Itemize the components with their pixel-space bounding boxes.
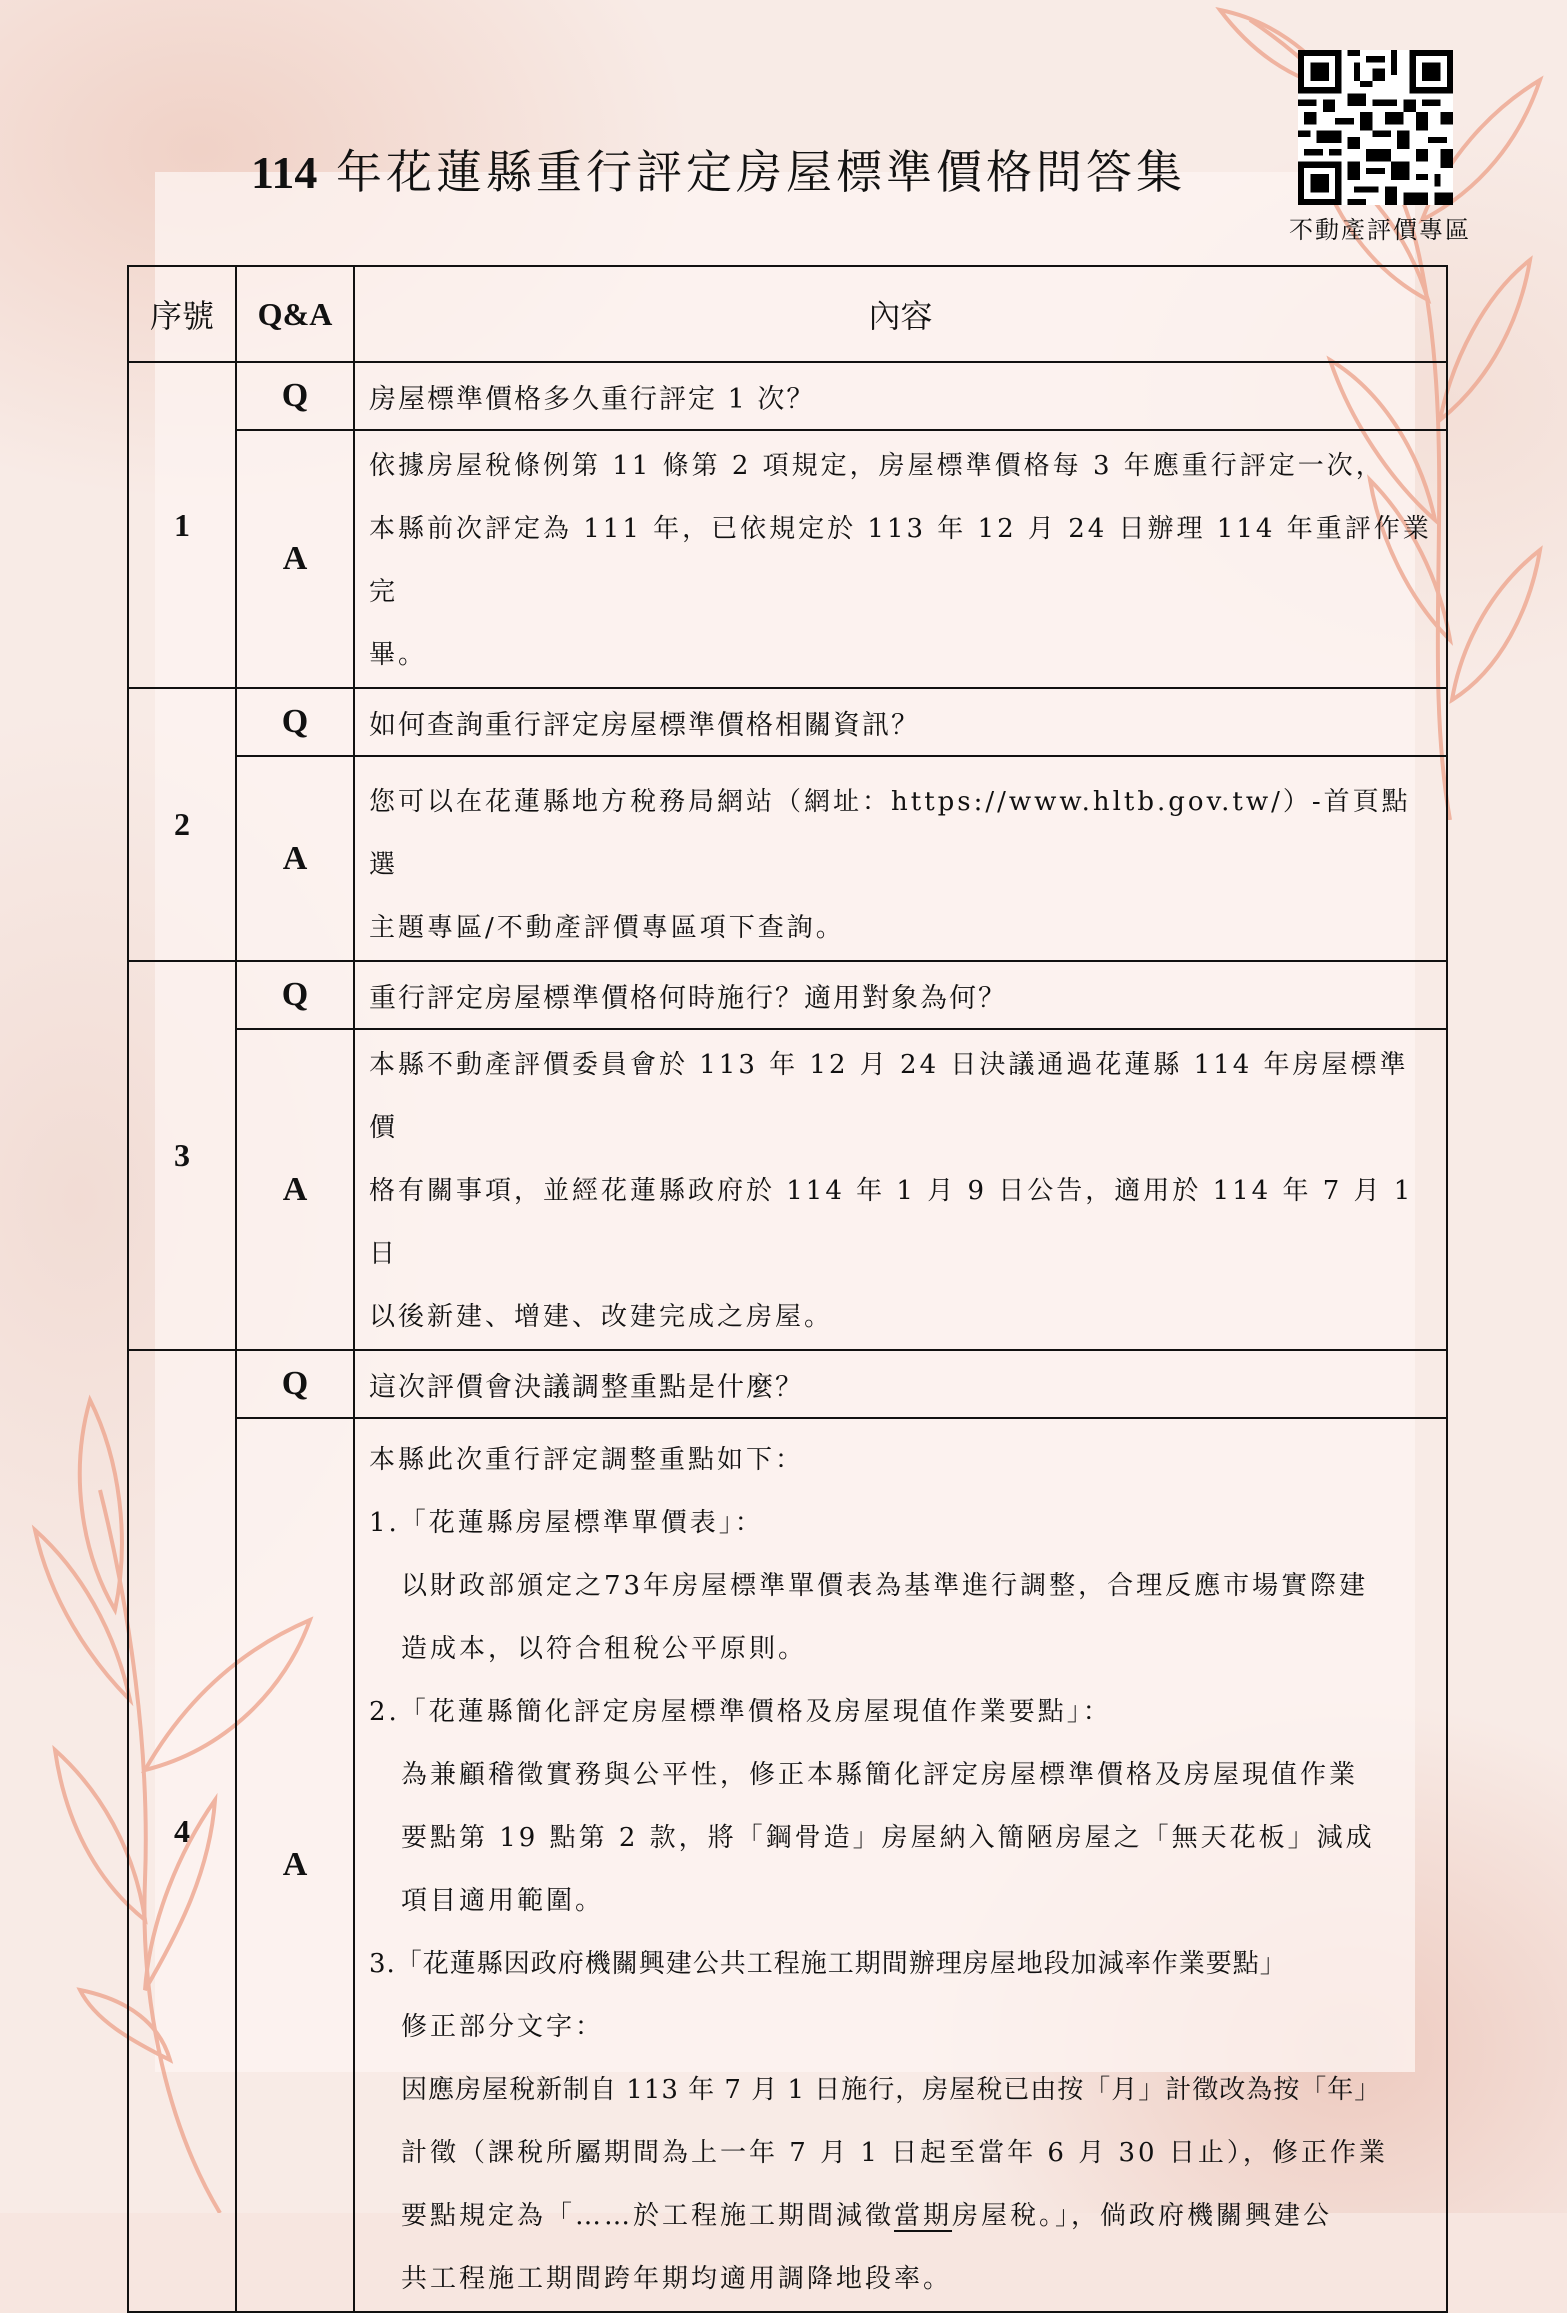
a-label: A [236, 756, 354, 961]
table-header-row [128, 266, 1447, 362]
a-label: A [236, 1029, 354, 1350]
underlined-text: 當期 [894, 2201, 953, 2231]
qr-code-label: 不動產評價專區 [1289, 216, 1471, 244]
q-label: Q [236, 961, 354, 1029]
answer-text [354, 1029, 1447, 1350]
point-heading: 3.「花蓮縣因政府機關興建公共工程施工期間辦理房屋地段加減率作業要點」 [369, 1949, 1287, 1979]
point-heading: 1.「花蓮縣房屋標準單價表」： [369, 1508, 764, 1538]
answer-line: 格有關事項，並經花蓮縣政府於 114 年 1 月 9 日公告，適用於 114 年 7 月 1 日 [369, 1176, 1414, 1269]
question-text: 重行評定房屋標準價格何時施行？適用對象為何？ [354, 961, 1447, 1029]
answer-line: 以後新建、增建、改建完成之房屋。 [369, 1302, 834, 1332]
answer-line: 依據房屋稅條例第 11 條第 2 項規定，房屋標準價格每 3 年應重行評定一次， [369, 451, 1385, 481]
page-title: 114 年花蓮縣重行評定房屋標準價格問答集 [250, 144, 1187, 199]
header-content: 內容 [354, 266, 1447, 362]
question-text: 如何查詢重行評定房屋標準價格相關資訊？ [354, 688, 1447, 756]
table-row-answer [128, 756, 1447, 961]
table-row-answer [128, 1418, 1447, 2312]
q-label: Q [236, 1350, 354, 1418]
point-line: 計徵（課稅所屬期間為上一年 7 月 1 日起至當年 6 月 30 日止），修正作業 [401, 2138, 1388, 2168]
qr-code-icon [1298, 50, 1453, 205]
point-subheading: 修正部分文字： [401, 2012, 605, 2042]
point-line [369, 2185, 1432, 2248]
header-qa: Q&A [236, 266, 354, 362]
text-segment: 房屋稅。」，倘政府機關興建公 [952, 2201, 1333, 2231]
qa-table [127, 265, 1448, 2313]
answer-text [354, 430, 1447, 688]
table-row-question [128, 688, 1447, 756]
point-line: 項目適用範圍。 [401, 1886, 605, 1916]
point-line: 共工程施工期間跨年期均適用調降地段率。 [401, 2264, 953, 2294]
point-line: 因應房屋稅新制自 113 年 7 月 1 日施行，房屋稅已由按「月」計徵改為按「年」 [401, 2075, 1382, 2105]
table-row-question [128, 362, 1447, 430]
table-row-answer [128, 430, 1447, 688]
header-index: 序號 [128, 266, 236, 362]
text-segment: 要點規定為「……於工程施工期間減徵 [401, 2201, 895, 2231]
q-label: Q [236, 688, 354, 756]
table-row-question [128, 961, 1447, 1029]
answer-text [354, 1418, 1447, 2312]
question-text: 房屋標準價格多久重行評定 1 次？ [354, 362, 1447, 430]
question-text: 這次評價會決議調整重點是什麼？ [354, 1350, 1447, 1418]
table-row-question [128, 1350, 1447, 1418]
answer-text [354, 756, 1447, 961]
answer-line: 本縣前次評定為 111 年，已依規定於 113 年 12 月 24 日辦理 114 年重評作業完 [369, 514, 1432, 607]
point-line: 造成本，以符合租稅公平原則。 [401, 1634, 808, 1664]
qr-code[interactable] [1298, 50, 1453, 205]
point-line: 以財政部頒定之73年房屋標準單價表為基準進行調整，合理反應市場實際建 [401, 1571, 1369, 1601]
point-line: 為兼顧稽徵實務與公平性，修正本縣簡化評定房屋標準價格及房屋現值作業 [401, 1760, 1359, 1790]
answer-line-with-link[interactable]: 您可以在花蓮縣地方稅務局網站（網址：https://www.hltb.gov.tw/）-首頁點選 [369, 787, 1411, 880]
point-heading: 2.「花蓮縣簡化評定房屋標準價格及房屋現值作業要點」： [369, 1697, 1112, 1727]
point-line: 要點第 19 點第 2 款，將「鋼骨造」房屋納入簡陋房屋之「無天花板」減成 [401, 1823, 1375, 1853]
answer-line: 本縣不動產評價委員會於 113 年 12 月 24 日決議通過花蓮縣 114 年房屋標準價 [369, 1050, 1409, 1143]
row-index: 2 [128, 688, 236, 961]
q-label: Q [236, 362, 354, 430]
answer-line: 畢。 [369, 640, 428, 670]
a-label: A [236, 430, 354, 688]
row-index: 1 [128, 362, 236, 688]
row-index: 3 [128, 961, 236, 1350]
answer-intro: 本縣此次重行評定調整重點如下： [369, 1445, 805, 1475]
answer-line: 主題專區/不動產評價專區項下查詢。 [369, 913, 845, 943]
row-index: 4 [128, 1350, 236, 2312]
a-label: A [236, 1418, 354, 2312]
table-row-answer [128, 1029, 1447, 1350]
